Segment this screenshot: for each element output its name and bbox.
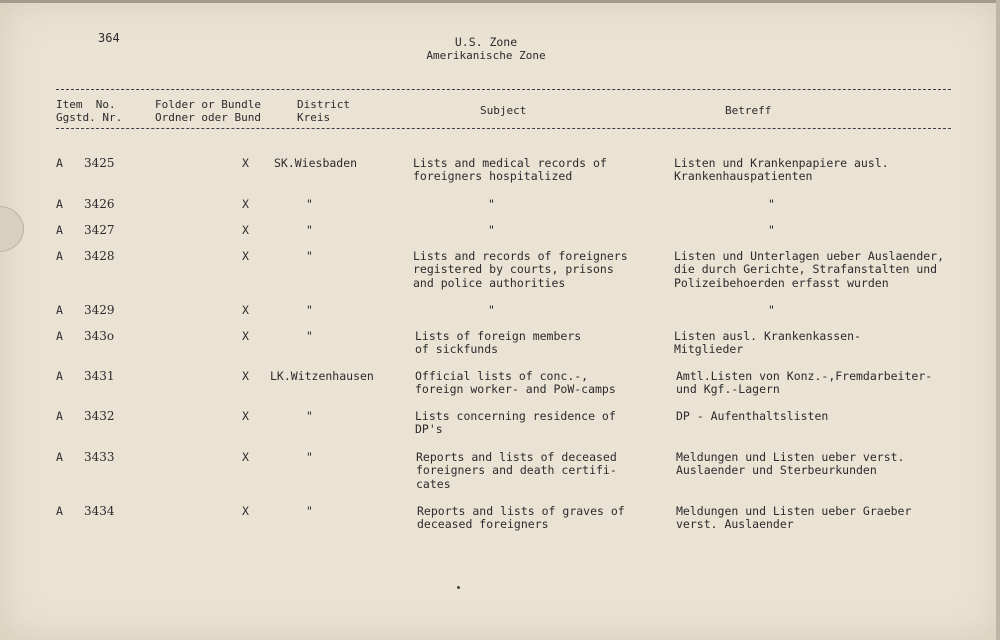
column-header-betreff: Betreff — [725, 104, 772, 117]
folder-cell: X — [242, 369, 249, 383]
betreff-cell: Amtl.Listen von Konz.-,Fremdarbeiter- und Kgf.-Lagern — [676, 369, 933, 397]
item-cell: A — [56, 369, 63, 383]
betreff-cell: Listen und Krankenpapiere ausl. Krankenhauspatienten — [674, 156, 889, 184]
number-cell: 3428 — [84, 249, 115, 263]
subject-cell: Lists concerning residence of DP's — [415, 409, 616, 437]
number-cell: 3433 — [84, 450, 115, 464]
page-number: 364 — [98, 31, 120, 45]
district-cell: LK.Witzenhausen — [270, 369, 374, 383]
number-cell: 3426 — [84, 197, 115, 211]
item-cell: A — [56, 197, 63, 211]
item-cell: A — [56, 249, 63, 263]
item-cell: A — [56, 450, 63, 464]
subject-cell: Official lists of conc.-, foreign worker- and PoW-camps — [415, 369, 616, 397]
district-cell: SK.Wiesbaden — [274, 156, 358, 170]
header-rule-top — [56, 89, 951, 90]
item-cell: A — [56, 409, 63, 423]
betreff-cell: Meldungen und Listen ueber Graeber verst. Auslaender — [676, 504, 912, 532]
folder-cell: X — [242, 223, 249, 237]
betreff-cell: Listen ausl. Krankenkassen- Mitglieder — [674, 329, 861, 357]
column-header-folder: Folder or Bundle Ordner oder Bund — [155, 98, 261, 124]
number-cell: 3434 — [84, 504, 115, 518]
subject-cell: Lists and medical records of foreigners hospitalized — [413, 156, 607, 184]
district-cell: " — [306, 450, 313, 464]
number-cell: 3427 — [84, 223, 115, 237]
page-title-text: U.S. Zone — [454, 35, 518, 49]
page-edge — [0, 0, 1000, 3]
betreff-cell: " — [768, 197, 775, 211]
folder-cell: X — [242, 409, 249, 423]
page-subtitle-text: Amerikanische Zone — [426, 49, 546, 62]
item-cell: A — [56, 504, 63, 518]
folder-cell: X — [242, 249, 249, 263]
subject-cell: Reports and lists of graves of deceased foreigners — [417, 504, 625, 532]
page-subtitle — [0, 49, 1000, 62]
page-title — [0, 36, 1000, 49]
item-cell: A — [56, 156, 63, 170]
number-cell: 3431 — [84, 369, 115, 383]
page-edge — [996, 0, 1000, 640]
betreff-cell: Meldungen und Listen ueber verst. Auslaender und Sterbeurkunden — [676, 450, 905, 478]
district-cell: " — [306, 504, 313, 518]
betreff-cell: " — [768, 223, 775, 237]
folder-cell: X — [242, 197, 249, 211]
item-cell: A — [56, 303, 63, 317]
number-cell: 3429 — [84, 303, 115, 317]
folder-cell: X — [242, 329, 249, 343]
number-cell: 3432 — [84, 409, 115, 423]
district-cell: " — [306, 303, 313, 317]
folder-cell: X — [242, 504, 249, 518]
subject-cell: Lists and records of foreigners registered by courts, prisons and police authorities — [413, 249, 628, 290]
district-cell: " — [306, 329, 313, 343]
subject-cell: " — [488, 223, 495, 237]
district-cell: " — [306, 223, 313, 237]
item-cell: A — [56, 223, 63, 237]
number-cell: 343o — [84, 329, 115, 343]
subject-cell: " — [488, 197, 495, 211]
subject-cell: Lists of foreign members of sickfunds — [415, 329, 582, 357]
betreff-cell: Listen und Unterlagen ueber Auslaender, die durch Gerichte, Strafanstalten und Polizeibehoerden erfasst wurden — [674, 249, 945, 290]
subject-cell: " — [488, 303, 495, 317]
column-header-district: District Kreis — [297, 98, 350, 124]
folder-cell: X — [242, 303, 249, 317]
header-rule-bottom — [56, 128, 951, 129]
folder-cell: X — [242, 450, 249, 464]
paper-speck — [457, 586, 460, 589]
column-header-item: Item No. Ggstd. Nr. — [56, 98, 123, 124]
subject-cell: Reports and lists of deceased foreigners and death certifi- cates — [416, 450, 617, 491]
district-cell: " — [306, 197, 313, 211]
column-header-subject: Subject — [480, 104, 527, 117]
binder-tab — [0, 206, 24, 252]
district-cell: " — [306, 249, 313, 263]
number-cell: 3425 — [84, 156, 115, 170]
item-cell: A — [56, 329, 63, 343]
betreff-cell: " — [768, 303, 775, 317]
folder-cell: X — [242, 156, 249, 170]
district-cell: " — [306, 409, 313, 423]
betreff-cell: DP - Aufenthaltslisten — [676, 409, 829, 423]
